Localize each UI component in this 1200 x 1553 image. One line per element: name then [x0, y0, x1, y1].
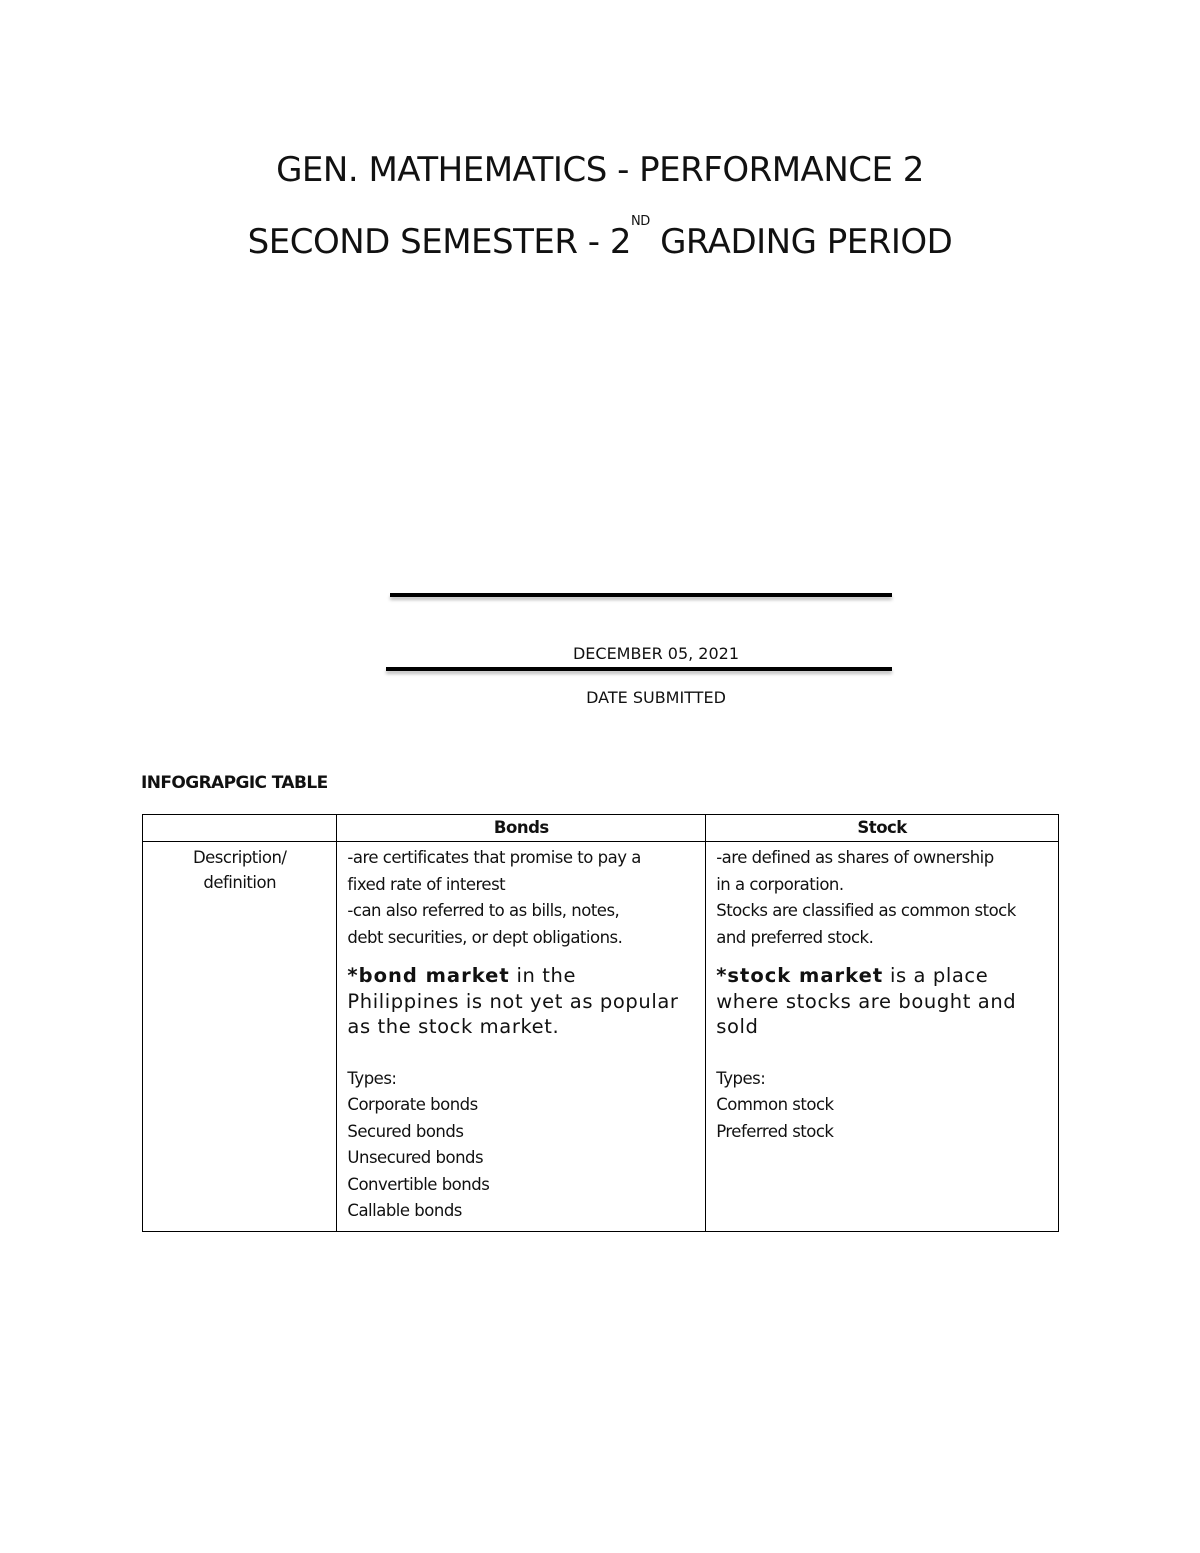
row-header-line: Description/ [192, 848, 287, 867]
infographic-table [142, 814, 1059, 1232]
row-header-line: definition [203, 873, 277, 892]
stock-cell [706, 842, 1059, 1232]
bonds-cell [337, 842, 706, 1232]
bonds-market-text: in the [509, 964, 577, 987]
bonds-market-term: *bond market [347, 964, 510, 987]
list-item: Convertible bonds [347, 1174, 490, 1194]
document-subtitle [0, 214, 1200, 262]
header-bonds: Bonds [337, 815, 706, 842]
stock-definition-line: -are defined as shares of ownership [716, 848, 994, 867]
header-blank-cell [143, 815, 337, 842]
list-item: Common stock [716, 1095, 834, 1114]
stock-market-term: *stock market [716, 964, 884, 987]
subtitle-prefix: SECOND SEMESTER - [247, 222, 610, 262]
bonds-market-note [347, 963, 697, 1040]
stock-market-note [716, 963, 1050, 1040]
document-title: GEN. MATHEMATICS - PERFORMANCE 2 [276, 150, 924, 190]
stock-definition-line: Stocks are classified as common stock [716, 901, 1016, 920]
subtitle-superscript: ND [631, 214, 650, 229]
stock-definition-line: in a corporation. [716, 874, 844, 894]
bonds-definition-line: -can also referred to as bills, notes, [347, 901, 620, 920]
header-stock: Stock [706, 815, 1059, 842]
bonds-definition-line: debt securities, or dept obligations. [347, 927, 623, 947]
stock-definition-line: and preferred stock. [716, 927, 874, 947]
subtitle-suffix: GRADING PERIOD [649, 222, 953, 262]
table-row [143, 842, 1059, 1232]
name-signature-line [390, 593, 892, 597]
list-item: Callable bonds [347, 1201, 462, 1220]
subtitle-ordinal: 2 [609, 222, 632, 262]
list-item: Unsecured bonds [347, 1148, 484, 1167]
table-header-row [143, 815, 1059, 842]
list-item: Preferred stock [716, 1121, 834, 1141]
stock-market-text: sold [716, 1015, 759, 1038]
bonds-definition-line: -are certificates that promise to pay a [347, 848, 641, 867]
bonds-market-text: Philippines is not yet as popular [347, 989, 679, 1013]
bonds-definition-line: fixed rate of interest [347, 874, 506, 894]
stock-market-text: is a place [883, 964, 989, 987]
bonds-market-text: as the stock market. [347, 1015, 560, 1038]
stock-market-text: where stocks are bought and [716, 989, 1017, 1013]
submission-date: DECEMBER 05, 2021 [572, 644, 740, 663]
list-item: Corporate bonds [347, 1095, 478, 1114]
row-header-description [143, 842, 337, 1232]
date-underline [386, 667, 892, 671]
date-submitted-label: DATE SUBMITTED [586, 688, 726, 707]
table-section-label: INFOGRAPGIC TABLE [141, 773, 328, 793]
stock-types-label: Types: [716, 1068, 766, 1088]
list-item: Secured bonds [347, 1121, 464, 1141]
bonds-types-label: Types: [347, 1068, 397, 1088]
